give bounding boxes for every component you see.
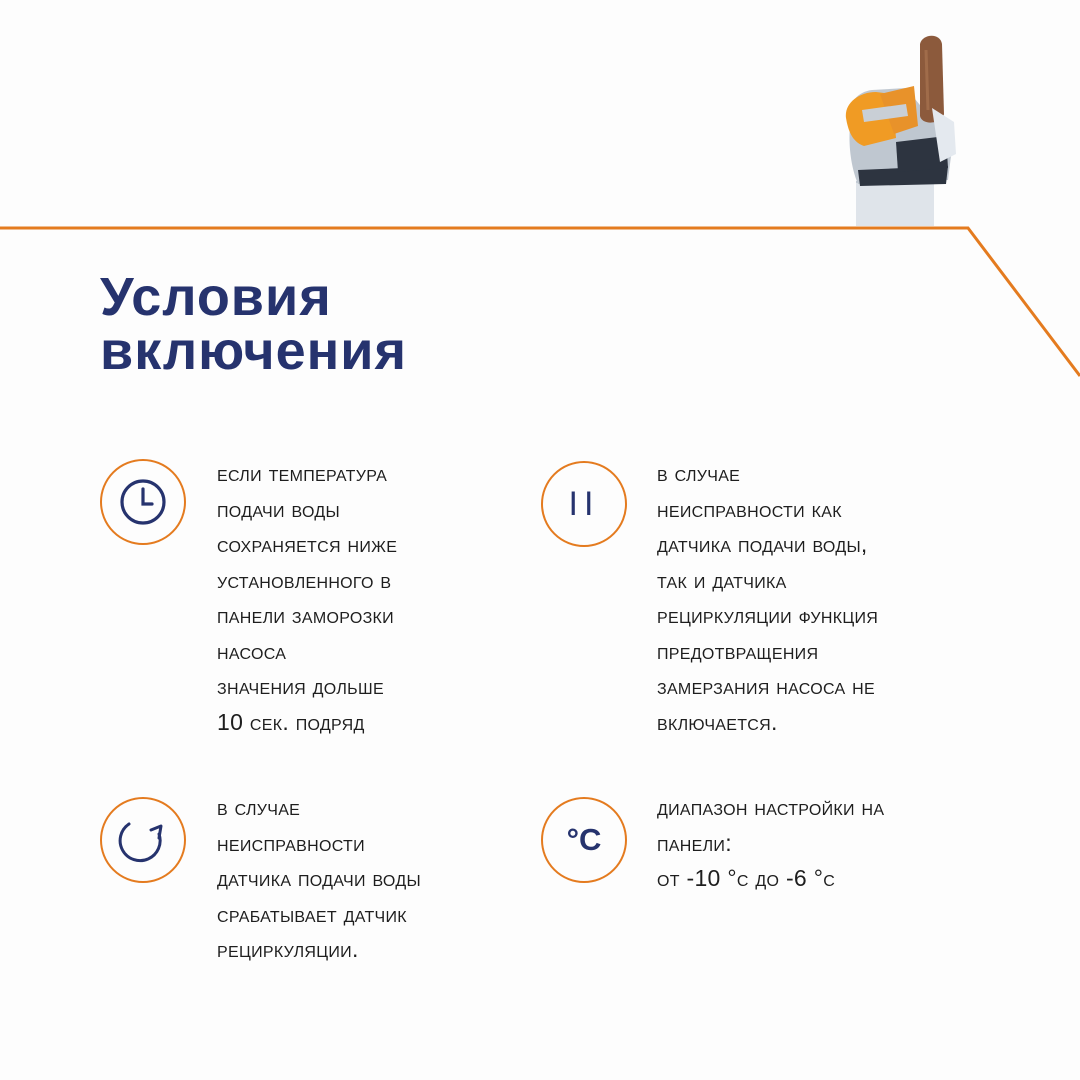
text-line: датчика подачи воды — [217, 865, 421, 891]
pause-icon-circle — [541, 461, 627, 547]
celsius-icon-circle — [541, 797, 627, 883]
text-line: так и датчика — [657, 566, 787, 593]
text-line: насоса — [217, 637, 287, 664]
text-line: рециркуляции. — [217, 936, 359, 962]
celsius-icon: °C — [566, 822, 602, 857]
text-line: сохраняется ниже — [217, 531, 398, 557]
text-line: предотвращения — [657, 637, 819, 664]
glove-pointing-up-image — [836, 30, 960, 228]
text-line: в случае — [217, 794, 301, 820]
page-title — [100, 267, 407, 381]
text-line: от -10 °c до -6 °c — [657, 865, 836, 891]
condition-text — [657, 790, 884, 897]
text-line: подачи воды — [217, 495, 340, 522]
text-line: если температура — [217, 460, 388, 486]
clock-icon — [118, 477, 168, 527]
condition-text — [657, 456, 878, 740]
text-line: срабатывает датчик — [217, 900, 407, 927]
text-line: неисправности как — [657, 495, 842, 522]
text-line: значения дольше — [217, 673, 384, 699]
condition-text — [217, 790, 421, 968]
text-line: неисправности — [217, 829, 365, 856]
text-line: в случае — [657, 460, 741, 486]
recirculation-icon-circle — [100, 797, 186, 883]
text-line: замерзания насоса не — [657, 673, 876, 699]
text-line: диапазон настройки на — [657, 794, 885, 820]
text-line: панели заморозки — [217, 602, 394, 628]
text-line: 10 сек. подряд — [217, 708, 365, 735]
pause-icon: II — [568, 484, 600, 523]
text-line: установленного в — [217, 566, 392, 593]
text-line: панели: — [657, 829, 732, 856]
clock-icon-circle — [100, 459, 186, 545]
title-line-2: включения — [100, 321, 407, 381]
recirculation-arrow-icon — [115, 812, 171, 868]
text-line: включается. — [657, 708, 778, 735]
text-line: датчика подачи воды, — [657, 531, 868, 557]
text-line: рециркуляции функция — [657, 602, 879, 628]
condition-text — [217, 456, 397, 740]
title-line-1: Условия — [100, 267, 332, 327]
